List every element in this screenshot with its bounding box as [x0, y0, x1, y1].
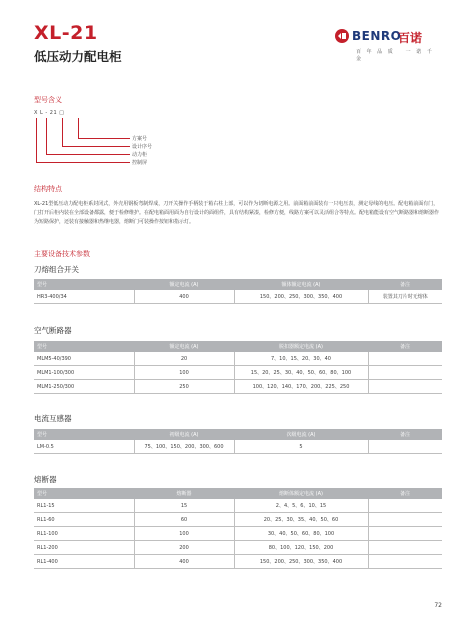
table-cell	[368, 380, 442, 394]
table-cell: HR3-400/34	[34, 290, 134, 304]
table-title-air-breaker: 空气断路器	[34, 326, 72, 335]
table-cell: 400	[134, 555, 234, 569]
table-cell: 20	[134, 352, 234, 366]
logo-brand-text: BENRO	[352, 29, 402, 43]
table-header: 熔断体额定电流 (A)	[234, 488, 368, 499]
table-cell: 5	[234, 440, 368, 454]
table-cell: 200	[134, 541, 234, 555]
table-cell: 100	[134, 366, 234, 380]
diagram-label-control-panel: 控制屏	[132, 160, 148, 166]
table-header: 型号	[34, 488, 134, 499]
table-cell: RL1-15	[34, 499, 134, 513]
table-cell: 100、120、140、170、200、225、250	[234, 380, 368, 394]
table-row	[34, 499, 442, 513]
table-cell	[368, 440, 442, 454]
fuse-table	[34, 488, 442, 569]
logo-slogan	[356, 48, 442, 62]
section-title-main-params: 主要设备技术参数	[34, 250, 90, 258]
knife-fuse-switch-table	[34, 279, 442, 304]
table-header: 脱扣器额定电流 (A)	[234, 341, 368, 352]
table-row	[34, 352, 442, 366]
table-cell: 80、100、120、150、200	[234, 541, 368, 555]
table-row	[34, 541, 442, 555]
table-row	[34, 380, 442, 394]
model-title: XL-21	[34, 22, 98, 44]
table-cell	[368, 513, 442, 527]
table-cell: 20、25、30、35、40、50、60	[234, 513, 368, 527]
table-header: 备注	[368, 488, 442, 499]
table-cell	[368, 352, 442, 366]
table-cell: 150、200、250、300、350、400	[234, 555, 368, 569]
product-name: 低压动力配电柜	[34, 49, 122, 64]
table-row	[34, 513, 442, 527]
table-cell: RL1-200	[34, 541, 134, 555]
table-cell: RL1-400	[34, 555, 134, 569]
table-cell: 250	[134, 380, 234, 394]
table-cell: 60	[134, 513, 234, 527]
table-header: 次级电流 (A)	[234, 429, 368, 440]
table-cell: 75、100、150、200、300、600	[134, 440, 234, 454]
diagram-label-design: 设计序号	[132, 144, 153, 150]
table-cell: 15、20、25、30、40、50、60、80、100	[234, 366, 368, 380]
table-title-knife-fuse-switch: 刀熔组合开关	[34, 265, 79, 274]
logo-slogan-right: 一 诺 千 金	[356, 49, 434, 62]
table-header-row	[34, 279, 442, 290]
current-transformer-table	[34, 429, 442, 454]
diagram-label-power-cabinet: 动力柜	[132, 152, 148, 158]
table-cell: 2、4、5、6、10、15	[234, 499, 368, 513]
table-header: 额体额定电流 (A)	[234, 279, 368, 290]
table-row	[34, 555, 442, 569]
logo-cn-text: 百诺	[398, 31, 423, 45]
logo-slogan-left: 百 年 品 质	[356, 49, 395, 55]
table-row	[34, 366, 442, 380]
table-header: 额定电流 (A)	[134, 279, 234, 290]
table-cell: 100	[134, 527, 234, 541]
table-header-row	[34, 488, 442, 499]
table-cell: MLM5-40/390	[34, 352, 134, 366]
section-title-model-meaning: 型号含义	[34, 96, 62, 104]
structure-paragraph: XL-21型低压动力配电柜系封闭式，外壳用钢板弯制焊成，刀开关操作手柄装于箱右柱上部，可以作为切断电源之用。前面箱前面装有一只电压表，测定母线的电压。配电箱前面有门，门打开后柜内装在全部设备都露，便于检修维护。在配电箱面用面为自行设计的面组件，具有结构紧凑，检修方便，线路方案可以灵活组合等特点。配电箱能设有空气断路器和熔断器作为短路保护，还装有接触器和热继电器，熔断门可装操作按钮和指示灯。	[34, 201, 440, 225]
table-header: 熔断器	[134, 488, 234, 499]
logo-mark-icon	[334, 28, 350, 44]
table-header: 备注	[368, 429, 442, 440]
diagram-label-scheme: 方案号	[132, 136, 148, 142]
table-row	[34, 527, 442, 541]
table-cell	[368, 541, 442, 555]
table-header: 初级电流 (A)	[134, 429, 234, 440]
model-code: X L - 21 □	[34, 110, 65, 116]
table-header: 型号	[34, 279, 134, 290]
table-cell: 装置其刀片时无熔体	[368, 290, 442, 304]
air-breaker-table	[34, 341, 442, 394]
table-title-fuse: 熔断器	[34, 475, 57, 484]
table-header-row	[34, 341, 442, 352]
table-cell: 7、10、15、20、30、40	[234, 352, 368, 366]
table-cell: 30、40、50、60、80、100	[234, 527, 368, 541]
table-cell: RL1-100	[34, 527, 134, 541]
table-header: 备注	[368, 279, 442, 290]
table-header: 型号	[34, 429, 134, 440]
section-title-structure: 结构特点	[34, 185, 62, 193]
table-cell: LM-0.5	[34, 440, 134, 454]
brand-logo	[334, 28, 442, 62]
table-cell	[368, 499, 442, 513]
table-header-row	[34, 429, 442, 440]
table-cell: MLM1-100/300	[34, 366, 134, 380]
model-code-diagram	[34, 110, 174, 170]
table-cell	[368, 527, 442, 541]
table-cell: MLM1-250/300	[34, 380, 134, 394]
table-cell: RL1-60	[34, 513, 134, 527]
table-header: 型号	[34, 341, 134, 352]
table-row	[34, 440, 442, 454]
table-header: 额定电流 (A)	[134, 341, 234, 352]
table-header: 备注	[368, 341, 442, 352]
table-cell	[368, 366, 442, 380]
table-cell: 150、200、250、300、350、400	[234, 290, 368, 304]
table-cell	[368, 555, 442, 569]
page-number: 72	[434, 602, 442, 609]
table-row	[34, 290, 442, 304]
table-cell: 400	[134, 290, 234, 304]
table-cell: 15	[134, 499, 234, 513]
table-title-current-transformer: 电流互感器	[34, 414, 72, 423]
